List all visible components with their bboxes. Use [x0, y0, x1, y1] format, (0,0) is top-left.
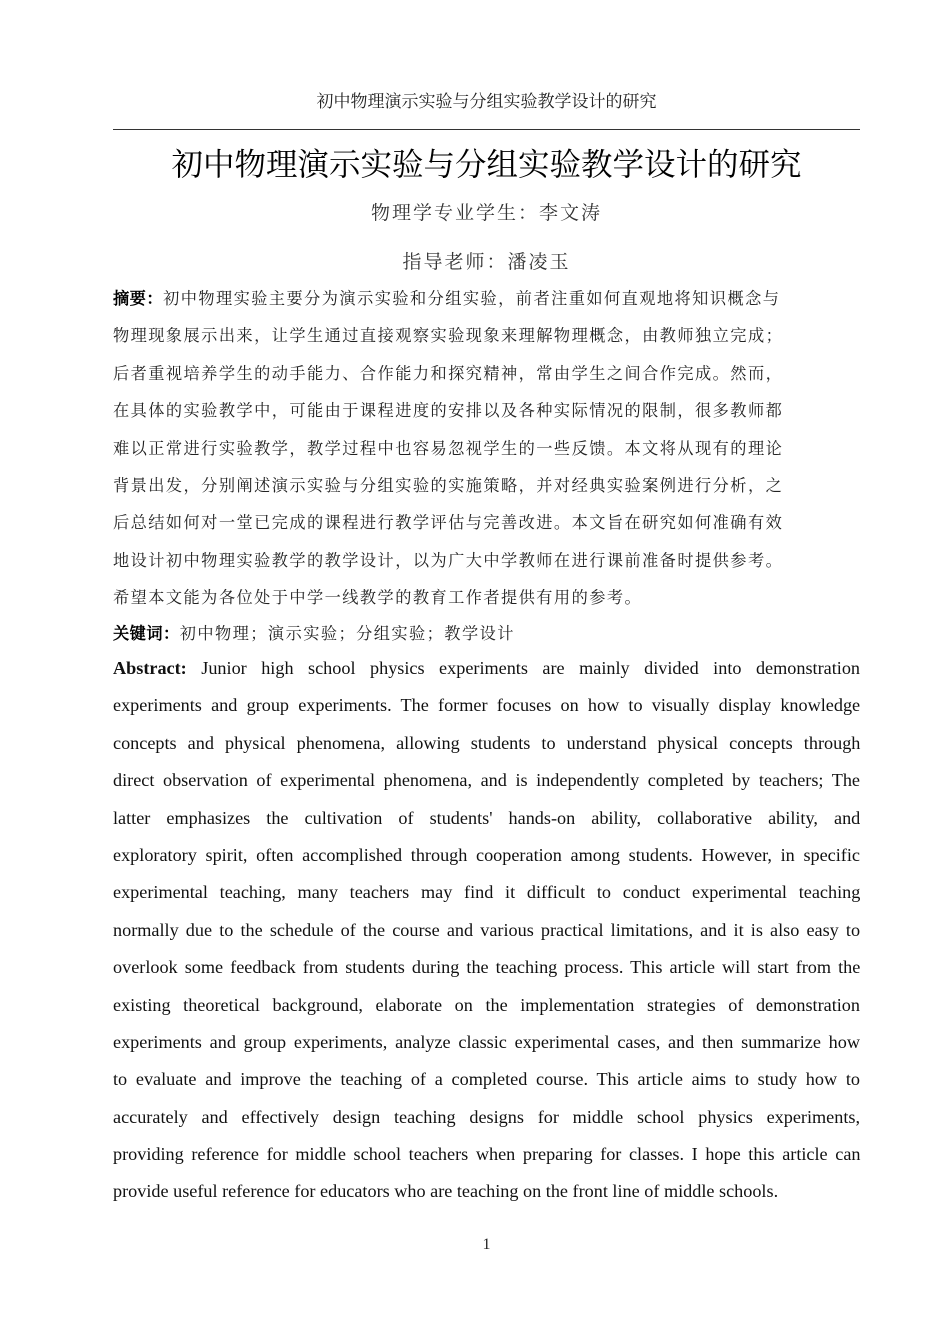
english-abstract-line: latter emphasizes the cultivation of students' hands-on ability, collaborative ability, and [113, 807, 861, 828]
chinese-abstract-line: 后者重视培养学生的动手能力、合作能力和探究精神，常由学生之间合作完成。然而， [113, 363, 784, 383]
chinese-abstract-line: 希望本文能为各位处于中学一线教学的教育工作者提供有用的参考。 [113, 588, 643, 608]
chinese-abstract-line: 在具体的实验教学中，可能由于课程进度的安排以及各种实际情况的限制，很多教师都 [113, 401, 784, 421]
chinese-abstract-line: 背景出发，分别阐述演示实验与分组实验的实施策略，并对经典实验案例进行分析，之 [113, 475, 784, 495]
chinese-abstract-label: 摘要： [113, 289, 164, 308]
english-abstract [113, 650, 860, 1211]
paper-title: 初中物理演示实验与分组实验教学设计的研究 [171, 147, 802, 183]
chinese-abstract-line [113, 280, 860, 317]
page-number: 1 [482, 1236, 491, 1253]
english-abstract-line: exploratory spirit, often accomplished through cooperation among students. However, in specific [113, 844, 860, 865]
english-abstract-line: accurately and effectively design teaching designs for middle school physics experiments, [113, 1106, 860, 1127]
english-abstract-line: overlook some feedback from students during the teaching process. This article will start from the [113, 957, 861, 978]
english-abstract-line: existing theoretical background, elaborate on the implementation strategies of demonstration [113, 994, 860, 1015]
english-abstract-label: Abstract: [113, 658, 187, 678]
keywords [113, 615, 860, 652]
english-abstract-line: experimental teaching, many teachers may find it difficult to conduct experimental teaching [113, 882, 861, 903]
english-abstract-line: experiments and group experiments. The former focuses on how to visually display knowledge [113, 695, 861, 716]
keywords-label: 关键词： [113, 624, 180, 643]
chinese-abstract-line: 难以正常进行实验教学，教学过程中也容易忽视学生的一些反馈。本文将从现有的理论 [113, 438, 784, 458]
author-line: 物理学专业学生：李文涛 [370, 202, 602, 224]
english-abstract-line: normally due to the schedule of the course and various practical limitations, and it is also easy to [113, 919, 861, 940]
english-abstract-line: concepts and physical phenomena, allowing students to understand physical concepts through [113, 732, 861, 753]
chinese-abstract-line: 物理现象展示出来，让学生通过直接观察实验现象来理解物理概念，由教师独立完成； [113, 326, 784, 346]
chinese-abstract-text: 初中物理实验主要分为演示实验和分组实验，前者注重如何直观地将知识概念与 [163, 289, 781, 308]
english-abstract-line: experiments and group experiments, analyze classic experimental cases, and then summarize how [113, 1031, 860, 1052]
chinese-abstract [113, 280, 860, 617]
chinese-abstract-line: 后总结如何对一堂已完成的课程进行教学评估与完善改进。本文旨在研究如何准确有效 [113, 513, 784, 533]
english-abstract-line: providing reference for middle school teachers when preparing for classes. I hope this article can [113, 1144, 861, 1165]
english-abstract-line: provide useful reference for educators who are teaching on the front line of middle schools. [113, 1181, 779, 1202]
english-abstract-line [113, 650, 860, 687]
english-abstract-line: direct observation of experimental phenomena, and is independently completed by teachers; The [113, 770, 860, 791]
header-divider [113, 129, 860, 130]
running-header: 初中物理演示实验与分组实验教学设计的研究 [316, 92, 657, 112]
chinese-abstract-line: 地设计初中物理实验教学的教学设计，以为广大中学教师在进行课前准备时提供参考。 [113, 550, 784, 570]
english-abstract-line: to evaluate and improve the teaching of a completed course. This article aims to study how to [113, 1069, 860, 1090]
keywords-text: 初中物理；演示实验；分组实验；教学设计 [179, 624, 515, 643]
english-abstract-text: Junior high school physics experiments are mainly divided into demonstration [201, 658, 861, 678]
advisor-line: 指导老师：潘凌玉 [402, 251, 571, 273]
